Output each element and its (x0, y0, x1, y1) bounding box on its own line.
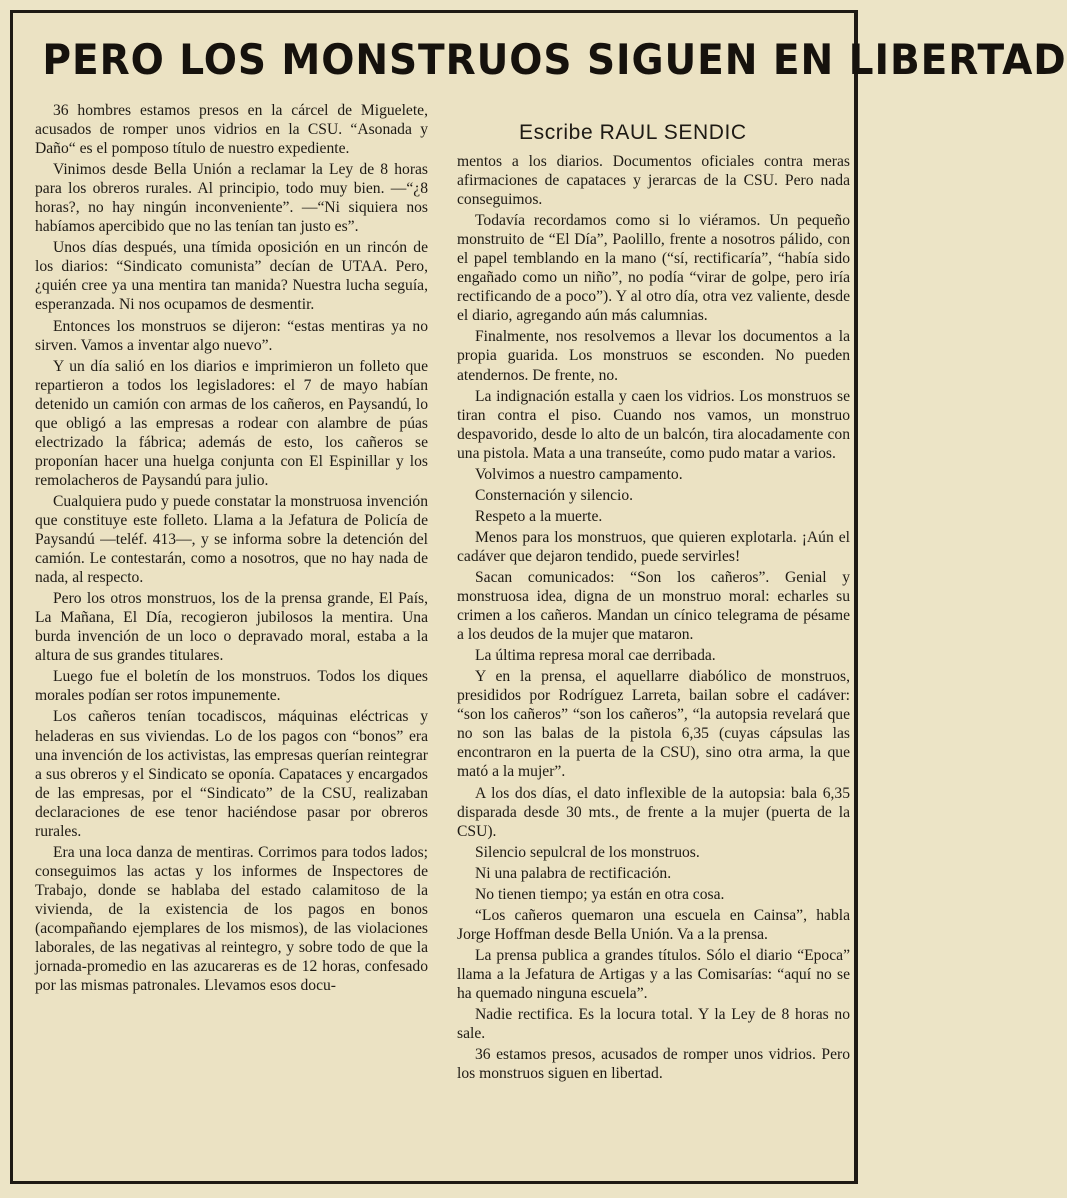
headline: PERO LOS MONSTRUOS SIGUEN EN LIBERTAD (42, 35, 1067, 84)
paragraph: A los dos días, el dato inflexible de la autopsia: bala 6,35 disparada desde 30 mts., de frente a la mujer (puerta de la CSU). (457, 784, 850, 840)
paragraph: Sacan comunicados: “Son los cañeros”. Genial y monstruosa idea, digna de un monstruo moral: echarles su crimen a los cañeros. Mandan un cínico telegrama de pésame a los deudos de la mujer que mataron. (457, 568, 850, 644)
paragraph: Silencio sepulcral de los monstruos. (475, 843, 700, 861)
paragraph: Volvimos a nuestro campamento. (475, 465, 683, 483)
paragraph: Nadie rectifica. Es la locura total. Y la Ley de 8 horas no sale. (457, 1006, 850, 1043)
paragraph: Vinimos desde Bella Unión a reclamar la Ley de 8 horas para los obreros rurales. Al principio, todo muy bien. —“¿8 horas?, no hay ningún inconveniente”. —“Ni siquiera nos habíamos apercibido que no las tenían tan justo es”. (35, 161, 428, 236)
paragraph: Entonces los monstruos se dijeron: “estas mentiras ya no sirven. Vamos a inventar algo nuevo”. (35, 317, 428, 354)
paragraph: Y en la prensa, el aquellarre diabólico de monstruos, presididos por Rodríguez Larreta, bailan sobre el cadáver: “son los cañeros” “son los cañeros”, “la autopsia revelará que no son las balas de la pistola 6,35 (cuyas cápsulas las encontraron en la puerta de la CSU), sino otra arma, la que mató a la mujer”. (457, 668, 850, 781)
paragraph: Y un día salió en los diarios e imprimieron un folleto que repartieron a todos los legisladores: el 7 de mayo habían detenido un camión con armas de los cañeros, en Paysandú, lo que obligó a las empresas a rodear con alambre de púas electrizado la fábrica; además de esto, los cañeros se proponían hacer una huelga conjunta con El Espinillar y los remolacheros de Paysandú para julio. (35, 357, 428, 489)
paragraph: “Los cañeros quemaron una escuela en Cainsa”, habla Jorge Hoffman desde Bella Unión. Va a la prensa. (457, 906, 850, 943)
paragraph: La última represa moral cae derribada. (475, 647, 716, 665)
paragraph: Finalmente, nos resolvemos a llevar los documentos a la propia guarida. Los monstruos se esconden. No pueden atendernos. De frente, no. (457, 328, 850, 384)
paragraph: La indignación estalla y caen los vidrios. Los monstruos se tiran contra el piso. Cuando nos vamos, un monstruo despavorido, desde lo alto de un balcón, tira alocadamente con una pistola. Mata a una transeúte, como pudo matar a varios. (457, 387, 850, 462)
paragraph: 36 hombres estamos presos en la cárcel de Miguelete, acusados de romper unos vidrios en la CSU. “Asonada y Daño“ es el pomposo título de nuestro expediente. (35, 102, 428, 158)
paragraph: Respeto a la muerte. (475, 507, 603, 525)
paragraph: Pero los otros monstruos, los de la prensa grande, El País, La Mañana, El Día, recogieron jubilosos la mentira. Una burda invención de un loco o depravado moral, estaba a la altura de sus grandes titulares. (35, 590, 428, 665)
left-column (35, 101, 428, 995)
paragraph: La prensa publica a grandes títulos. Sólo el diario “Epoca” llama a la Jefatura de Artigas y a las Comisarías: “aquí no se ha quemado ninguna escuela”. (457, 946, 850, 1002)
paragraph: Luego fue el boletín de los monstruos. Todos los diques morales podían ser rotos impunemente. (35, 668, 428, 705)
paragraph: Unos días después, una tímida oposición en un rincón de los diarios: “Sindicato comunista” decían de UTAA. Pero, ¿quién cree ya una mentira tan manida? Nuestra lucha seguía, esperanzada. Ni nos ocupamos de desmentir. (35, 239, 428, 314)
paragraph: Cualquiera pudo y puede constatar la monstruosa invención que constituye este folleto. Llama a la Jefatura de Policía de Paysandú —teléf. 413—, y se informa sobre la detención del camión. Le contestarán, como a nosotros, que no hay nada de nada, al respecto. (35, 492, 428, 587)
right-column (457, 152, 850, 1083)
paragraph: 36 estamos presos, acusados de romper unos vidrios. Pero los monstruos siguen en libertad. (457, 1046, 850, 1083)
paragraph: No tienen tiempo; ya están en otra cosa. (475, 885, 725, 903)
paragraph: Los cañeros tenían tocadiscos, máquinas eléctricas y heladeras en sus viviendas. Lo de los pagos con “bonos” era una invención de los activistas, las empresas querían reintegrar a sus obreros y el Sindicato se oponía. Capataces y encargados de las empresas, por el “Sindicato” de la CSU, realizaban declaraciones de ese tenor haciéndose pasar por obreros rurales. (35, 708, 428, 840)
paragraph: Consternación y silencio. (475, 486, 634, 504)
paragraph: Ni una palabra de rectificación. (475, 864, 672, 882)
byline: Escribe RAUL SENDIC (519, 121, 747, 144)
newspaper-clipping (10, 10, 1067, 1184)
paragraph: Menos para los monstruos, que quieren explotarla. ¡Aún el cadáver que dejaron tendido, puede servirles! (457, 528, 850, 565)
paragraph: Todavía recordamos como si lo viéramos. Un pequeño monstruito de “El Día”, Paolillo, frente a nosotros pálido, con el papel temblando en la mano (“sí, rectificaría”, “había sido engañado como un niño”, no podía “virar de golpe, pero iría rectificando de a poco”). Y al otro día, otra vez valiente, desde el diario, agregando aún más calumnias. (457, 212, 850, 325)
paragraph: Era una loca danza de mentiras. Corrimos para todos lados; conseguimos las actas y los informes de Inspectores de Trabajo, donde se hablaba del estado calamitoso de la vivienda, de la existencia de los pagos en bonos (acompañando ejemplares de los mismos), de las violaciones laborales, de las negativas al reintegro, y sobre todo de que la jornada-promedio en las azucareras es de 12 horas, confesado por las mismas patronales. Llevamos esos docu- (35, 843, 428, 995)
paragraph-continued: mentos a los diarios. Documentos oficiales contra meras afirmaciones de capataces y jerarcas de la CSU. Pero nada conseguimos. (457, 153, 850, 209)
